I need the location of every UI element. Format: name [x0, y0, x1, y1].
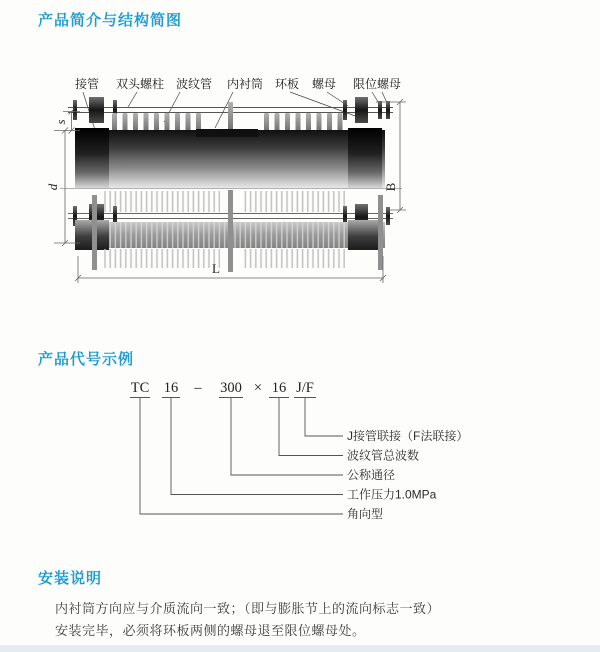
token-waves: 16: [271, 380, 287, 396]
token-conn: J/F: [296, 380, 314, 396]
label-limit-nut: 限位螺母: [352, 77, 402, 91]
structure-diagram: [40, 60, 440, 305]
code-breakdown: [118, 378, 498, 530]
label-nut: 螺母: [311, 77, 337, 91]
part-labels: [75, 76, 401, 91]
section-title-code: 产品代号示例: [38, 351, 135, 368]
token-diameter: 300: [220, 380, 242, 396]
dim-label-d: d: [45, 183, 60, 191]
label-stud: 双头螺柱: [115, 77, 165, 91]
code-tokens: [131, 380, 314, 396]
callout-nominal-diameter: 公称通径: [347, 468, 396, 482]
label-liner: 内衬筒: [226, 77, 264, 91]
callout-labels: [347, 428, 468, 521]
callout-working-pressure: 工作压力1.0MPa: [347, 487, 437, 502]
code-example-diagram: [118, 378, 498, 530]
token-times: ×: [253, 380, 263, 396]
token-pressure: 16: [163, 380, 179, 396]
lower-body: [68, 190, 393, 272]
dim-label-s: s: [53, 119, 68, 125]
label-bellows: 波纹管: [175, 77, 213, 91]
callout-angular-type: 角向型: [347, 507, 384, 521]
label-ring-plate: 环板: [274, 77, 300, 91]
footer-strip: [0, 645, 600, 652]
install-line-1: 内衬筒方向应与介质流向一致；（即与膨胀节上的流向标志一致）: [55, 601, 441, 616]
section-title-intro: 产品简介与结构简图: [38, 12, 183, 29]
dim-label-L: L: [212, 261, 220, 276]
expansion-joint-drawing: [40, 60, 440, 305]
section-title-install: 安装说明: [38, 570, 103, 587]
install-line-2: 安装完毕，必须将环板两侧的螺母退至限位螺母处。: [55, 623, 366, 638]
callout-connectors: [130, 398, 343, 515]
token-dash: –: [194, 380, 202, 396]
install-instructions: [55, 598, 555, 642]
token-type: TC: [130, 380, 150, 396]
callout-connection: J接管联接（F法联接）: [347, 429, 469, 443]
callout-wave-count: 波纹管总波数: [347, 448, 420, 463]
dim-label-B: B: [383, 182, 398, 192]
label-pipe-end: 接管: [74, 77, 100, 91]
upper-body: [75, 128, 385, 188]
